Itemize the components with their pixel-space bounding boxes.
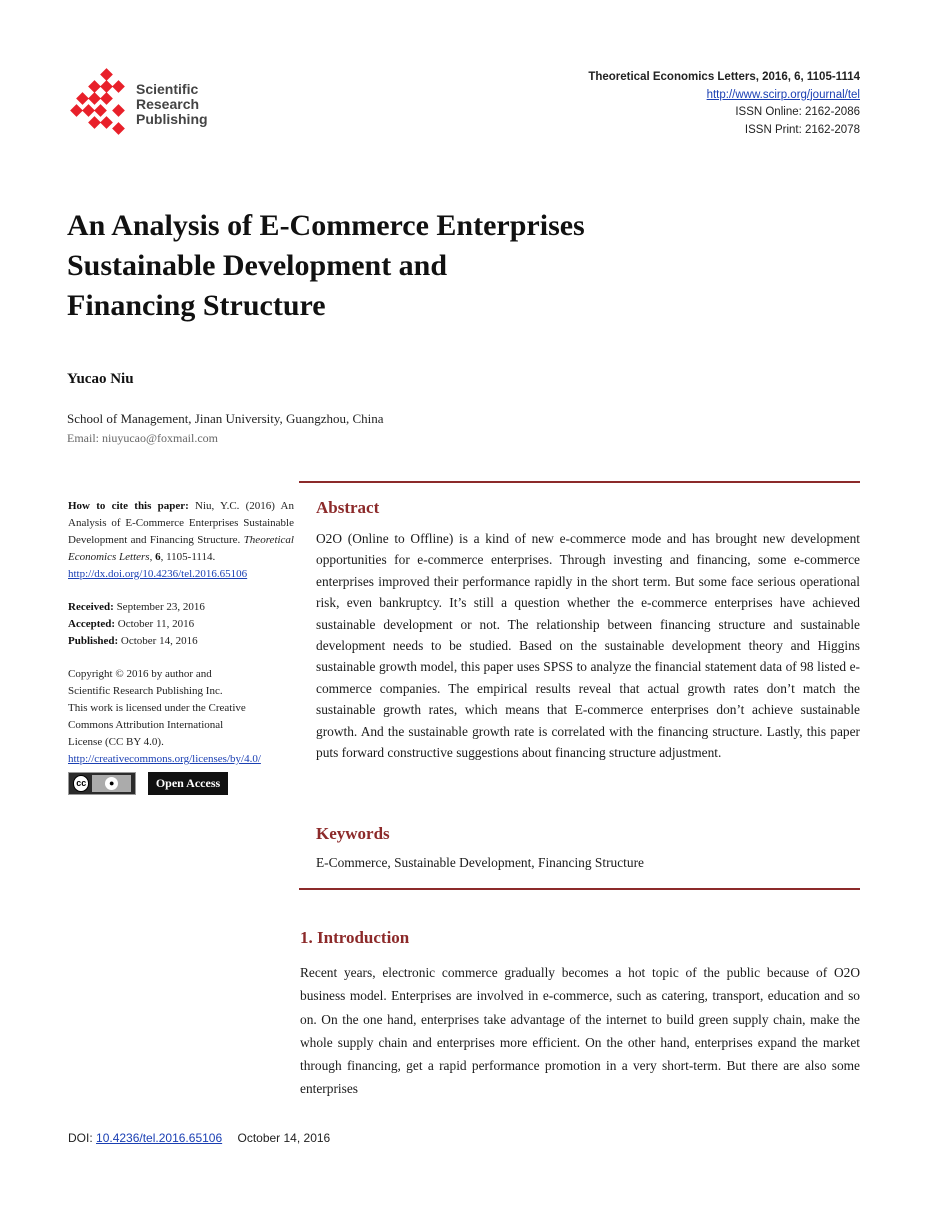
cite-volume: 6 (155, 551, 161, 563)
journal-url-link[interactable]: http://www.scirp.org/journal/tel (706, 88, 860, 101)
license-badges (68, 772, 294, 795)
published-label: Published: (68, 635, 119, 647)
introduction-heading: 1. Introduction (300, 928, 410, 947)
publisher-name (136, 82, 208, 127)
abstract-top-rule (299, 481, 860, 483)
paper-title (67, 206, 767, 326)
title-line-1: An Analysis of E-Commerce Enterprises (67, 209, 585, 242)
abstract-text: O2O (Online to Offline) is a kind of new e-commerce mode and has brought new development opportunities for e-commerce enterprises. Through investing and financing, some e-commerce enterprises improved their performance rapidly in the short term. But some face serious operational risk, even bankruptcy. It’s still a question whether the e-commerce enterprises have achieved sustainable development or not. The relationship between financing structure and sustainable development needs to be studied. Based on the sustainable development theory and Higgins sustainable growth model, this paper uses SPSS to analyze the financial statement data of 98 listed e-commerce companies. The empirical results reveal that actual growth rates don’t match the sustainable growth rates, which means that E-commerce enterprises don’t achieve sustainable growth. And the sustainable growth rate is correlated with the financing structure. Lastly, this paper puts forward constructive suggestions about financing structure adjustment. (316, 531, 860, 761)
copyright-line-5: License (CC BY 4.0). (68, 736, 164, 748)
abstract-heading: Abstract (316, 498, 380, 517)
published-date: October 14, 2016 (120, 635, 198, 647)
keywords-text: E-Commerce, Sustainable Development, Financing Structure (316, 855, 644, 870)
received-date: September 23, 2016 (116, 601, 205, 613)
title-line-2: Sustainable Development and (67, 249, 448, 282)
cc-icon: cc (73, 775, 89, 792)
cite-doi-link[interactable]: http://dx.doi.org/10.4236/tel.2016.65106 (68, 568, 248, 580)
doi-label: DOI: (68, 1131, 93, 1145)
copyright-line-1: Copyright © 2016 by author and (68, 668, 212, 680)
affiliation: School of Management, Jinan University, Guangzhou, China (67, 411, 384, 426)
person-icon: ● (105, 777, 118, 790)
copyright-line-3: This work is licensed under the Creative (68, 702, 246, 714)
cite-text: Niu, Y.C. (2016) An Analysis of E-Commerce Enterprises Sustainable Development and Financing Structure. (68, 500, 295, 546)
diamond-logo-icon (68, 68, 132, 138)
footer-date: October 14, 2016 (237, 1131, 331, 1145)
cite-sep: , (149, 551, 153, 563)
cite-journal: Theoretical Economics Letters (68, 534, 294, 563)
cc-by-badge-icon[interactable] (68, 772, 136, 795)
copyright-line-2: Scientific Research Publishing Inc. (68, 685, 223, 697)
cite-label: How to cite this paper: (68, 500, 189, 512)
cite-pages: , 1105-1114. (160, 551, 216, 563)
issn-print: ISSN Print: 2162-2078 (744, 123, 860, 136)
open-access-badge: Open Access (148, 772, 228, 795)
publisher-logo (68, 68, 238, 138)
issn-online: ISSN Online: 2162-2086 (735, 106, 860, 118)
publisher-line-3: Publishing (136, 111, 208, 127)
abstract-bottom-rule (299, 888, 860, 890)
publisher-line-1: Scientific (136, 81, 199, 97)
accepted-date: October 11, 2016 (117, 618, 195, 630)
page-footer (68, 1131, 330, 1145)
author-email: Email: niuyucao@foxmail.com (67, 431, 219, 445)
keywords-heading: Keywords (316, 824, 390, 843)
doi-link[interactable]: 10.4236/tel.2016.65106 (96, 1131, 223, 1145)
copyright-block (68, 666, 294, 768)
publisher-line-2: Research (136, 96, 200, 112)
accepted-label: Accepted: (68, 618, 116, 630)
title-line-3: Financing Structure (67, 289, 326, 322)
sidebar (68, 498, 294, 795)
copyright-line-4: Commons Attribution International (68, 719, 224, 731)
journal-citation: Theoretical Economics Letters, 2016, 6, 1105-1114 (588, 71, 860, 83)
introduction-text: Recent years, electronic commerce gradually becomes a hot topic of the public because of O2O business model. Enterprises are involved in e-commerce, such as catering, transport, education and so on. On the one hand, enterprises take advantage of the internet to build green supply chain, make the whole supply chain and enterprises more efficient. On the other hand, enterprises expand the market through financing, get a rapid performance promotion in a very short-term. But there are also some enterprises (300, 965, 860, 1097)
author-name: Yucao Niu (67, 371, 134, 387)
dates-block (68, 599, 294, 650)
journal-info (588, 69, 860, 139)
citation-block (68, 498, 294, 583)
license-link[interactable]: http://creativecommons.org/licenses/by/4.0/ (68, 753, 261, 765)
received-label: Received: (68, 601, 114, 613)
